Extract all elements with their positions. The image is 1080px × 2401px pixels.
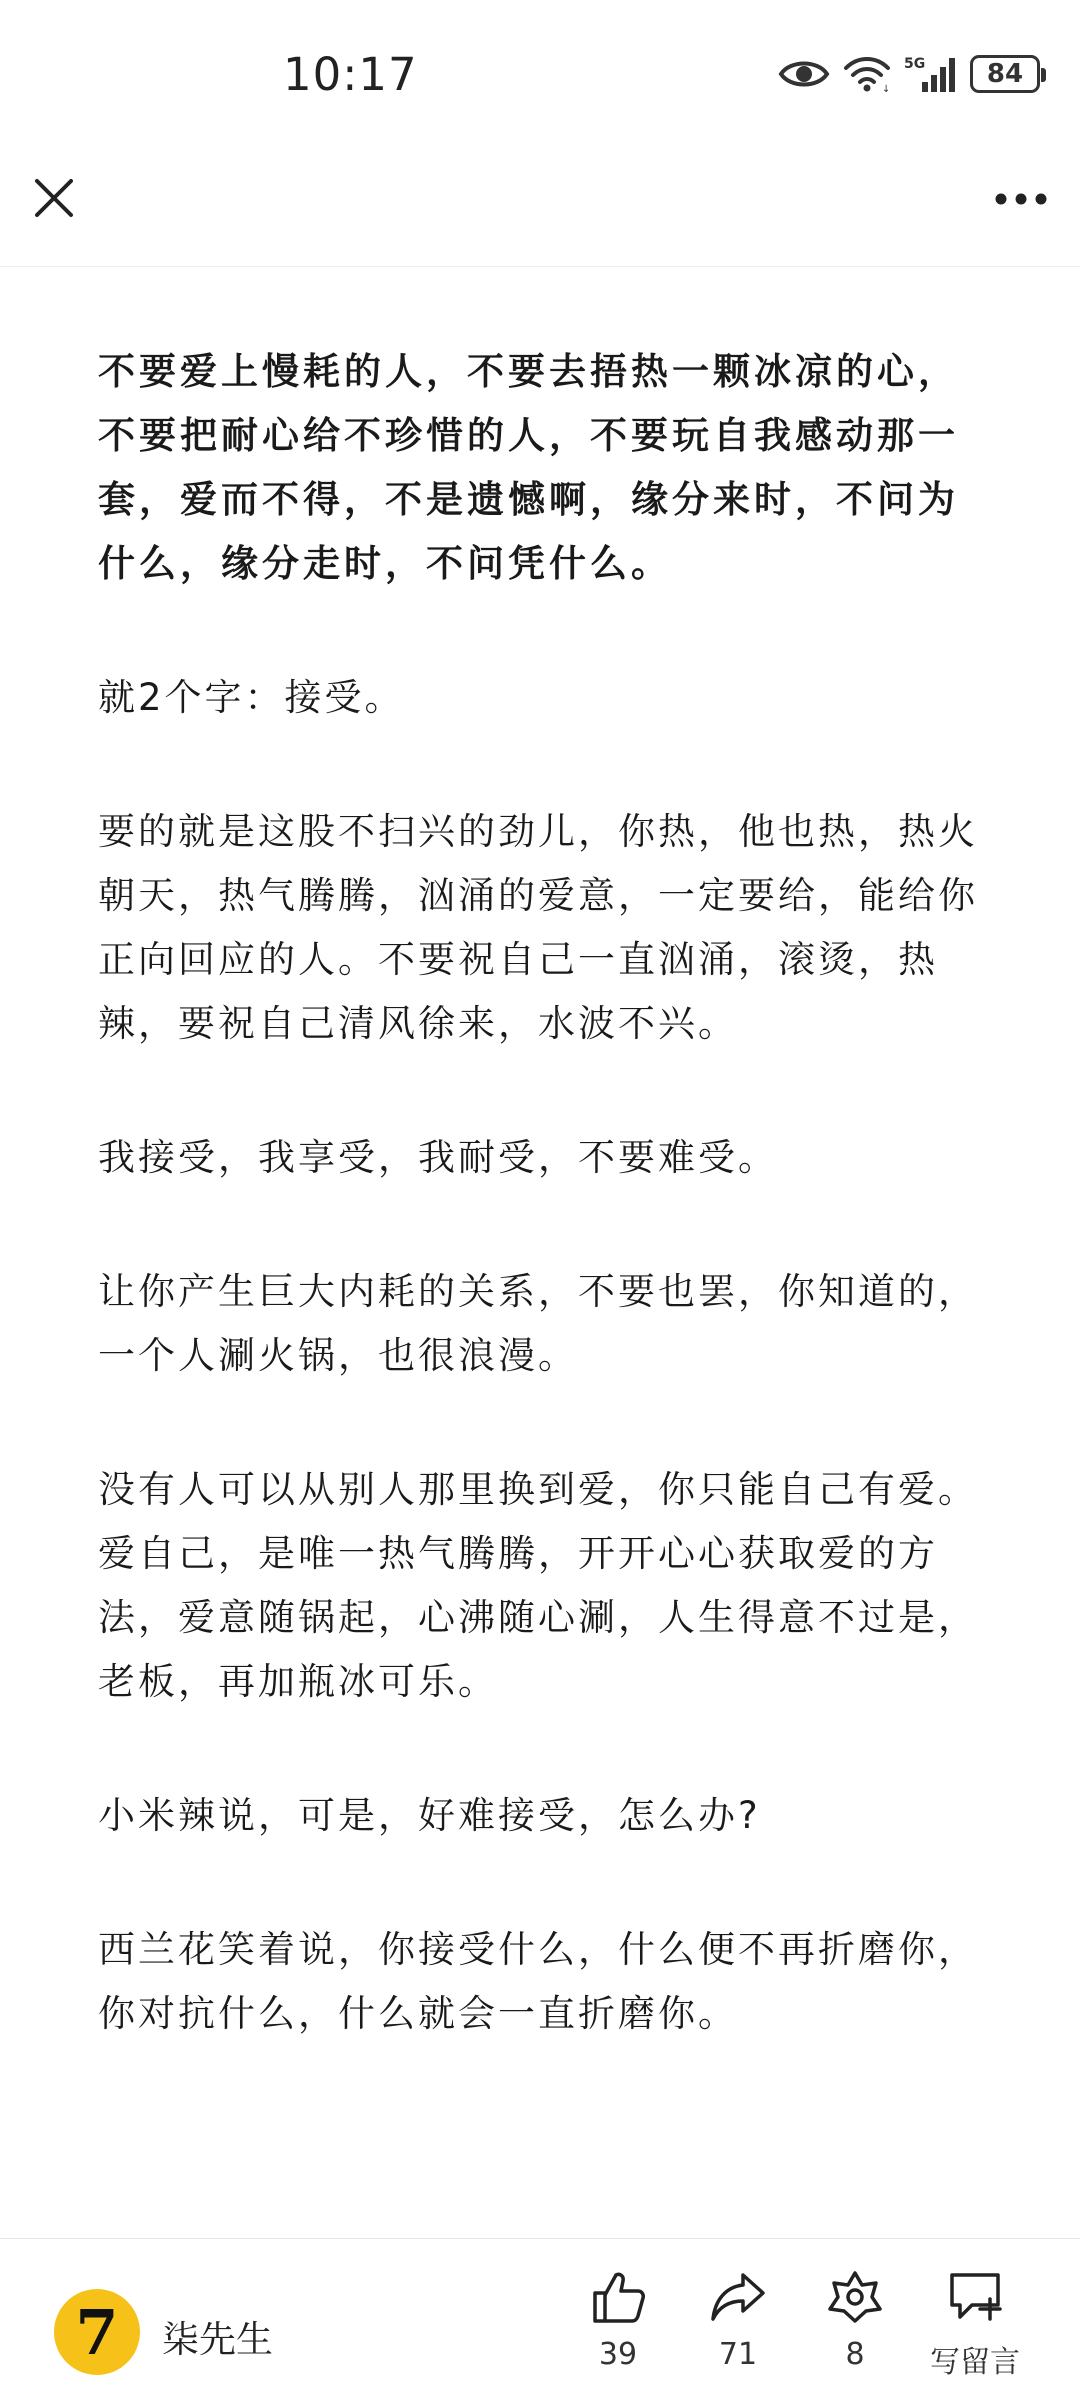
eye-icon [778, 54, 830, 94]
bottom-action-bar [0, 2238, 1080, 2401]
signal-icon [904, 54, 958, 94]
wifi-icon [842, 54, 892, 94]
article-paragraph: 西兰花笑着说，你接受什么，什么便不再折磨你，你对抗什么，什么就会一直折磨你。 [98, 1928, 978, 2035]
article-paragraph: 没有人可以从别人那里换到爱，你只能自己有爱。爱自己，是唯一热气腾腾，开开心心获取爱的方法，爱意随锅起，心沸随心涮，人生得意不过是，老板，再加瓶冰可乐。 [98, 1468, 978, 1703]
more-icon [994, 191, 1048, 210]
article-paragraph: 要的就是这股不扫兴的劲儿，你热，他也热，热火朝天，热气腾腾，汹涌的爱意，一定要给，能给你正向回应的人。不要祝自己一直汹涌，滚烫，热辣，要祝自己清风徐来，水波不兴。 [98, 810, 978, 1045]
share-button[interactable] [678, 2269, 798, 2372]
battery-level: 84 [986, 59, 1024, 89]
comment-add-icon [946, 2269, 1004, 2325]
signal-label: 5G [904, 56, 926, 72]
status-bar [0, 0, 1080, 160]
share-count: 71 [718, 2337, 758, 2372]
article-paragraph: 就2个字：接受。 [98, 676, 405, 719]
thumbs-up-icon [589, 2269, 647, 2325]
close-button[interactable] [26, 172, 82, 228]
write-comment-button[interactable] [915, 2269, 1035, 2381]
article-paragraph: 我接受，我享受，我耐受，不要难受。 [98, 1136, 778, 1179]
article-paragraph: 让你产生巨大内耗的关系，不要也罢，你知道的，一个人涮火锅，也很浪漫。 [98, 1270, 978, 1377]
avatar-text: 7 [75, 2295, 119, 2369]
status-time: 10:17 [283, 48, 418, 101]
write-comment-label: 写留言 [930, 2345, 1020, 2380]
article-body [98, 340, 988, 2116]
status-icons [778, 54, 1040, 94]
share-icon [709, 2269, 767, 2325]
close-icon [33, 177, 75, 223]
recommend-star-icon [826, 2269, 884, 2325]
article-paragraph: 小米辣说，可是，好难接受，怎么办? [98, 1794, 761, 1837]
like-button[interactable] [558, 2269, 678, 2372]
battery-icon [970, 55, 1040, 93]
recommend-count: 8 [845, 2337, 865, 2372]
like-count: 39 [598, 2337, 638, 2372]
article-paragraph-lead: 不要爱上慢耗的人，不要去捂热一颗冰凉的心，不要把耐心给不珍惜的人，不要玩自我感动那一套，爱而不得，不是遗憾啊，缘分来时，不问为什么，缘分走时，不问凭什么。 [98, 350, 959, 585]
svg-text:↓: ↓ [882, 84, 891, 94]
author-name[interactable]: 柒先生 [162, 2318, 273, 2361]
recommend-button[interactable] [795, 2269, 915, 2372]
author-avatar[interactable] [54, 2289, 140, 2375]
top-navbar [0, 160, 1080, 267]
more-button[interactable] [986, 172, 1056, 228]
